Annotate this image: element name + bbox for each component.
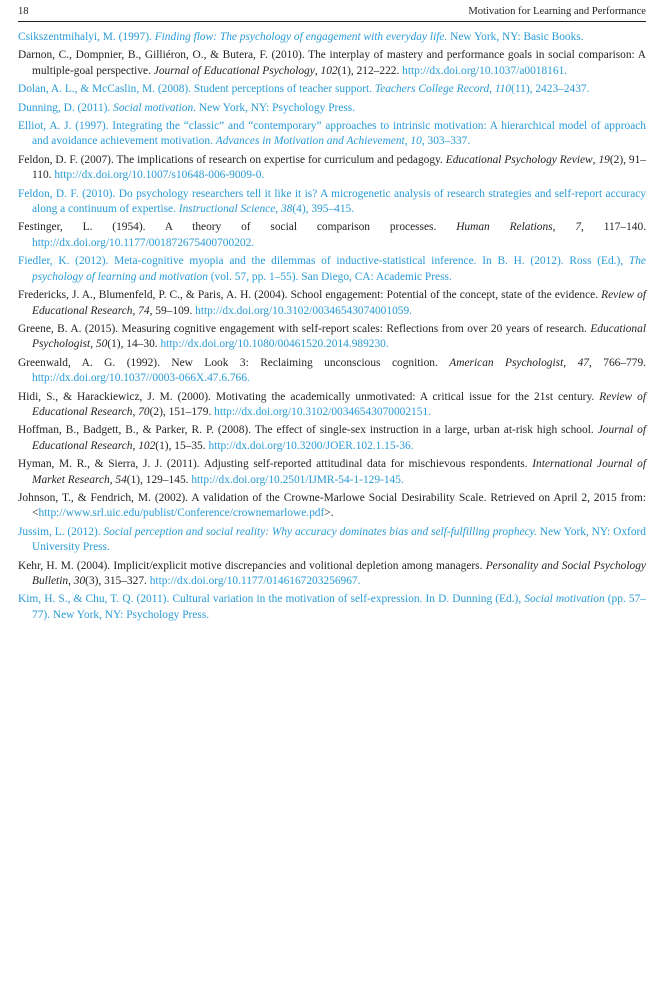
- reference-text: (2), 151–179.: [149, 405, 215, 418]
- reference-text: Jussim, L. (2012).: [18, 525, 104, 538]
- header-rule: [18, 21, 646, 22]
- reference-italic-text: 30: [73, 575, 86, 587]
- reference-text: Fredericks, J. A., Blumenfeld, P. C., & Paris, A. H. (2004). School engagement: Potential of the concept, state of the evidence.: [18, 289, 602, 302]
- reference-italic-text: Instructional Science: [178, 203, 276, 216]
- reference-text: Fiedler, K. (2012). Meta-cognitive myopia and the dilemmas of inductive-statistical inference. In B. H. (2012). Ross (Ed.),: [18, 255, 629, 268]
- reference-italic-text: 102: [138, 439, 156, 452]
- running-head-title: Motivation for Learning and Performance: [468, 6, 646, 17]
- reference-italic-text: Journal of Educational Research: [32, 424, 646, 452]
- reference-italic-text: Educational Psychologist: [32, 322, 646, 351]
- reference-text: ,: [132, 439, 139, 452]
- reference-text: Greenwald, A. G. (1992). New Look 3: Reclaiming unconscious cognition.: [18, 356, 450, 369]
- reference-text: New York, NY: Basic Books.: [447, 31, 584, 43]
- reference-italic-text: International Journal of Market Research: [32, 458, 646, 486]
- reference-text: Kim, H. S., & Chu, T. Q. (2011). Cultural variation in the motivation of self-expression. In D. Dunning (Ed.),: [18, 593, 525, 606]
- reference-text: (vol. 57, pp. 1–55). San Diego, CA: Academic Press.: [207, 270, 452, 283]
- doi-link[interactable]: http://dx.doi.org/10.1037//0003-066X.47.6.766.: [32, 372, 250, 385]
- reference-text: ,: [552, 221, 576, 234]
- reference-entry[interactable]: [18, 82, 646, 97]
- reference-text: ,: [592, 153, 599, 166]
- reference-text: ,: [68, 575, 74, 587]
- reference-italic-text: 47: [577, 356, 589, 369]
- reference-italic-text: 74: [138, 304, 150, 317]
- reference-text: (1), 129–145.: [126, 473, 192, 486]
- reference-text: ,: [489, 83, 495, 96]
- reference-italic-text: Review of Educational Research: [32, 390, 646, 418]
- reference-italic-text: 70: [138, 405, 150, 418]
- reference-text: (1), 15–35.: [155, 439, 209, 452]
- reference-entry: [18, 559, 646, 590]
- reference-text: , 59–109.: [149, 304, 196, 317]
- page-number: 18: [18, 6, 29, 17]
- reference-italic-text: 50: [95, 338, 108, 351]
- reference-italic-text: 10: [410, 135, 422, 148]
- reference-text: (3), 315–327.: [85, 575, 150, 587]
- reference-entry: [18, 288, 646, 319]
- reference-entry: [18, 48, 646, 79]
- reference-italic-text: Finding flow: The psychology of engagement with everyday life.: [154, 31, 448, 43]
- running-header: [18, 6, 646, 20]
- reference-entry: [18, 423, 646, 454]
- reference-text: (1), 14–30.: [107, 338, 161, 351]
- reference-text: Dolan, A. L., & McCaslin, M. (2008). Student perceptions of teacher support.: [18, 83, 375, 96]
- doi-link[interactable]: http://dx.doi.org/10.3102/00346543070002151.: [214, 405, 431, 418]
- reference-italic-text: Social motivation: [113, 101, 194, 114]
- reference-italic-text: American Psychologist: [449, 356, 564, 369]
- reference-text: ,: [109, 473, 116, 486]
- reference-text: Hidi, S., & Harackiewicz, J. M. (2000). Motivating the academically unmotivated: A critical issue for the 21st century.: [18, 390, 600, 403]
- reference-text: (2), 91–110.: [32, 153, 646, 182]
- reference-text: Feldon, D. F. (2010). Do psychology researchers tell it like it is? A microgenetic analysis of research strategies and self-report accuracy along a continuum of expertise.: [18, 187, 646, 216]
- reference-entry: [18, 220, 646, 251]
- doi-link[interactable]: http://dx.doi.org/10.3200/JOER.102.1.15-36.: [208, 439, 414, 452]
- reference-entry[interactable]: [18, 592, 646, 623]
- reference-text: , 303–337.: [421, 135, 471, 148]
- reference-entry: [18, 322, 646, 353]
- reference-text: Greene, B. A. (2015). Measuring cognitive engagement with self-report scales: Reflections from over 20 years of research.: [18, 322, 591, 335]
- doi-link[interactable]: http://dx.doi.org/10.1007/s10648-006-9009-0.: [54, 169, 265, 182]
- reference-text: (11), 2423–2437.: [511, 83, 590, 96]
- reference-text: ,: [275, 203, 281, 216]
- doi-link[interactable]: http://www.srl.uic.edu/publist/Conference/crownemarlowe.pdf: [38, 507, 325, 520]
- doi-link[interactable]: http://dx.doi.org/10.1177/0146167203256967.: [149, 575, 361, 587]
- reference-text: (4), 395–415.: [292, 203, 355, 216]
- reference-text: Hyman, M. R., & Sierra, J. J. (2011). Adjusting self-reported attitudinal data for mischievous respondents.: [18, 458, 533, 471]
- reference-italic-text: 102: [320, 64, 338, 77]
- reference-italic-text: 19: [598, 153, 610, 166]
- reference-text: (pp. 57–77). New York, NY: Psychology Press.: [32, 593, 646, 621]
- reference-text: , 766–779.: [588, 356, 646, 369]
- reference-italic-text: 38: [280, 203, 293, 216]
- reference-italic-text: Advances in Motivation and Achievement: [215, 135, 405, 148]
- reference-text: Csikszentmihalyi, M. (1997).: [18, 31, 155, 43]
- reference-entry[interactable]: [18, 119, 646, 150]
- reference-entry: [18, 457, 646, 488]
- reference-italic-text: Personality and Social Psychology Bulletin: [32, 559, 646, 587]
- reference-text: (1), 212–222.: [337, 64, 403, 77]
- reference-text: Hoffman, B., Badgett, B., & Parker, R. P. (2008). The effect of single-sex instruction in a large, urban at-risk high school.: [18, 424, 598, 437]
- reference-entry: [18, 153, 646, 184]
- reference-text: Kehr, H. M. (2004). Implicit/explicit motive discrepancies and volitional depletion among managers.: [18, 559, 486, 572]
- reference-text: Elliot, A. J. (1997). Integrating the “classic” and “contemporary” approaches to intrinsic motivation: A hierarchical model of approach and avoidance achievement motivation.: [18, 120, 646, 148]
- reference-entry: [18, 491, 646, 522]
- reference-text: ,: [90, 338, 96, 351]
- reference-text: ,: [132, 405, 139, 418]
- reference-text: Festinger, L. (1954). A theory of social comparison processes.: [18, 221, 457, 234]
- doi-link[interactable]: http://dx.doi.org/10.3102/00346543074001059.: [195, 304, 413, 317]
- reference-text: Dunning, D. (2011).: [18, 101, 114, 114]
- reference-text: >.: [324, 507, 334, 520]
- reference-italic-text: Journal of Educational Psychology: [153, 64, 315, 77]
- doi-link[interactable]: http://dx.doi.org/10.2501/IJMR-54-1-129-145.: [191, 473, 404, 486]
- reference-italic-text: 7: [575, 221, 582, 234]
- reference-entry: [18, 390, 646, 421]
- reference-entry[interactable]: [18, 30, 646, 45]
- reference-text: ,: [404, 135, 411, 148]
- reference-entry[interactable]: [18, 187, 646, 218]
- reference-italic-text: Review of Educational Research: [32, 289, 646, 317]
- reference-text: ,: [132, 304, 139, 317]
- reference-italic-text: Social motivation: [524, 593, 605, 606]
- doi-link[interactable]: http://dx.doi.org/10.1177/001872675400700202.: [32, 236, 255, 249]
- reference-text: Johnson, T., & Fendrich, M. (2002). A validation of the Crowne-Marlowe Social Desirability Scale. Retrieved on April 2, 2015 from: <: [18, 491, 646, 520]
- reference-text: Feldon, D. F. (2007). The implications of research on expertise for curriculum and pedagogy.: [18, 153, 446, 166]
- reference-text: ,: [314, 64, 321, 77]
- reference-entry: [18, 356, 646, 387]
- doi-link[interactable]: http://dx.doi.org/10.1080/00461520.2014.989230.: [160, 338, 389, 351]
- reference-italic-text: 54: [115, 473, 127, 486]
- reference-list: [18, 30, 646, 626]
- reference-italic-text: The psychology of learning and motivation: [32, 255, 646, 283]
- reference-text: , 117–140.: [581, 221, 647, 234]
- reference-italic-text: Educational Psychology Review: [445, 153, 593, 166]
- reference-text: . New York, NY: Psychology Press.: [193, 101, 356, 114]
- reference-text: New York, NY: Oxford University Press.: [32, 525, 647, 554]
- reference-text: Darnon, C., Dompnier, B., Gilliéron, O., & Butera, F. (2010). The interplay of mastery and performance goals in social comparison: A multiple-goal perspective.: [18, 49, 646, 77]
- reference-italic-text: Human Relations: [456, 221, 553, 234]
- reference-italic-text: Social perception and social reality: Why accuracy dominates bias and self-fulfilling prophecy.: [103, 525, 537, 538]
- reference-italic-text: Teachers College Record: [374, 83, 490, 96]
- reference-italic-text: 110: [494, 83, 512, 96]
- reference-text: ,: [563, 356, 578, 369]
- doi-link[interactable]: http://dx.doi.org/10.1037/a0018161.: [402, 64, 568, 77]
- reference-entry[interactable]: [18, 525, 646, 556]
- reference-entry[interactable]: [18, 101, 646, 116]
- reference-entry[interactable]: [18, 254, 646, 285]
